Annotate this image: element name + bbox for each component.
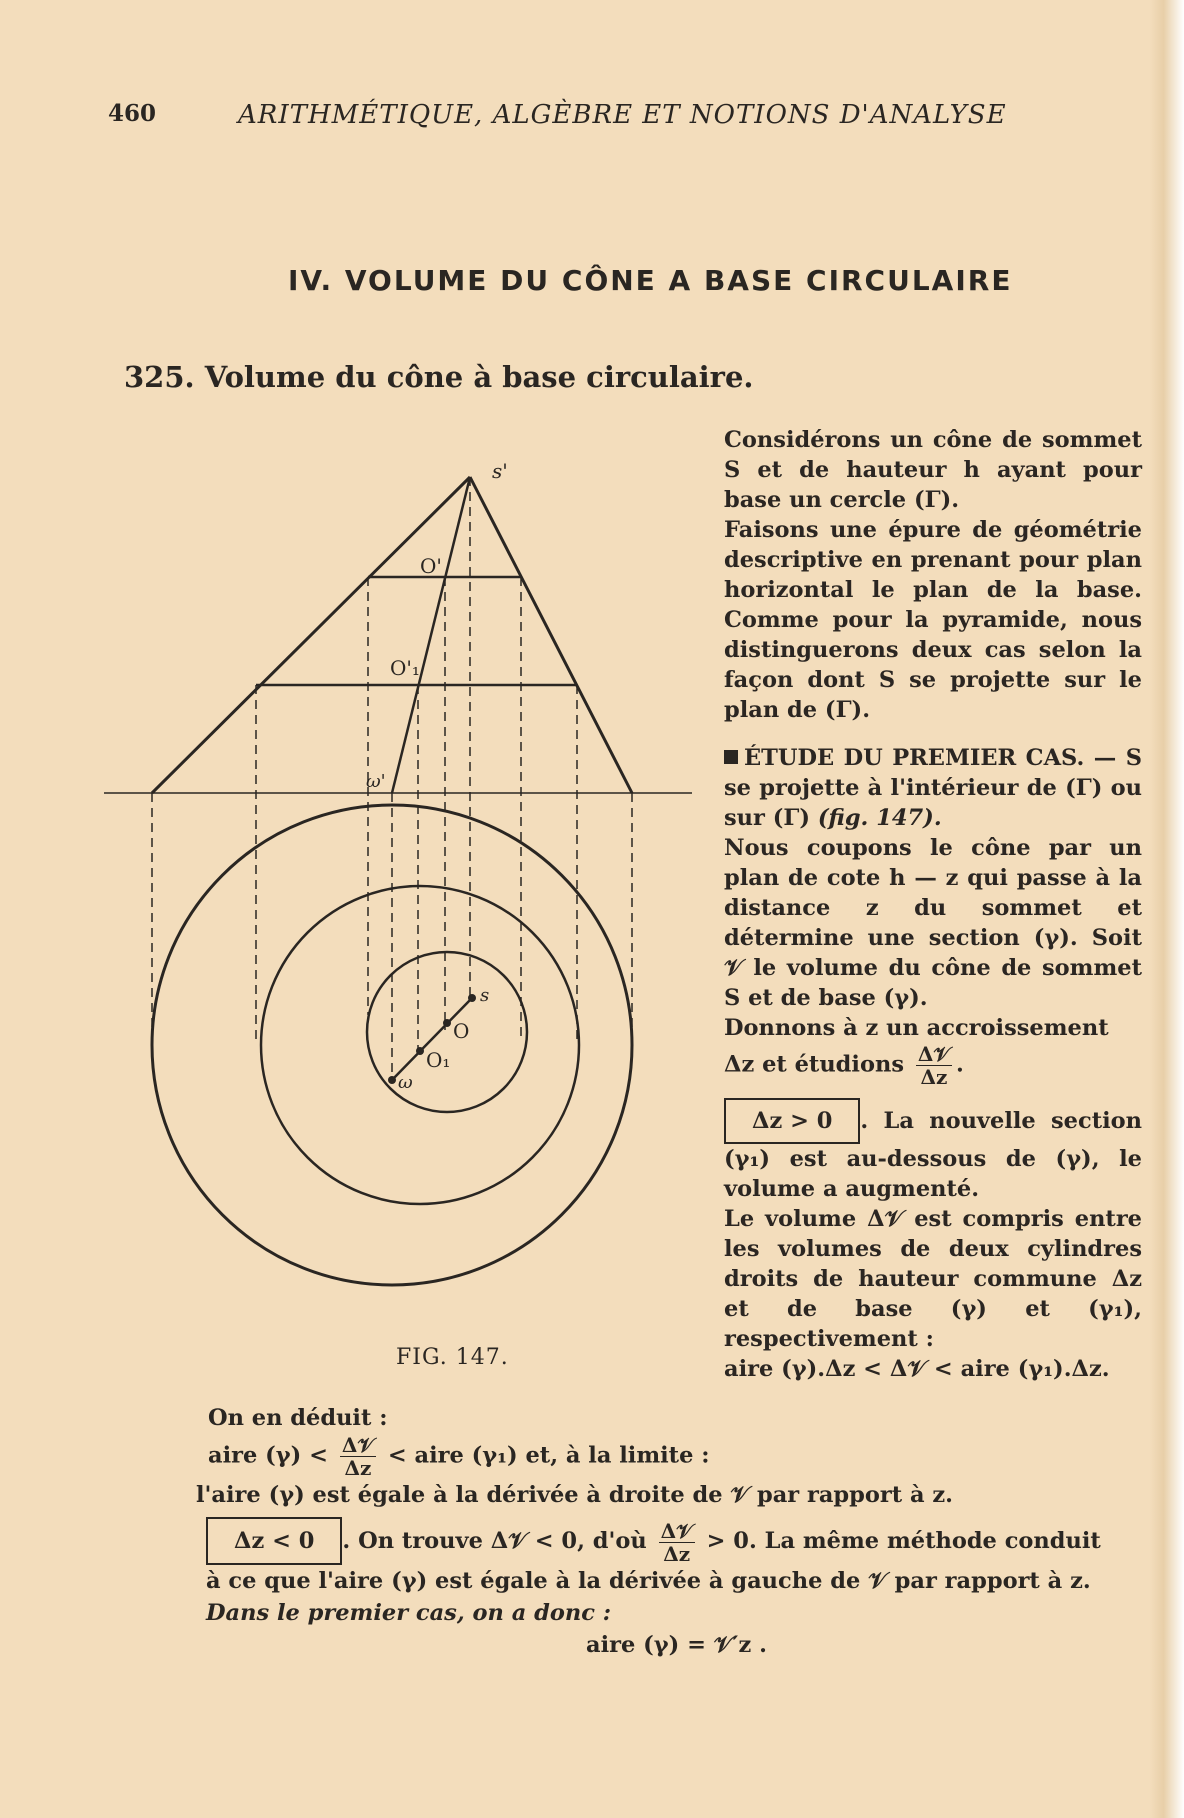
- label-s: s: [480, 985, 490, 1006]
- label-o-prime: O': [420, 554, 442, 578]
- section-circle-upper: [367, 952, 527, 1112]
- label-omega-prime: ω': [366, 771, 386, 792]
- paragraph-6: Le volume Δ𝒱 est compris entre les volumes de deux cylindres droits de hauteur commune Δz et de base (γ) et (γ₁), respectivement :: [724, 1206, 1142, 1352]
- figure-caption: FIG. 147.: [396, 1345, 509, 1370]
- paragraph-4b-text: Δz et étudions: [724, 1051, 904, 1078]
- bottom-line-2: aire (γ) < $\frac{\text{Δ𝒱}}{\Delta z}$ < aire (γ₁) et, à la limite :: [208, 1433, 710, 1480]
- axis-line: [392, 477, 470, 793]
- paragraph-5: [724, 1098, 1142, 1204]
- bottom-line-1: On en déduit :: [208, 1405, 388, 1431]
- case-title: ÉTUDE DU PREMIER CAS.: [744, 745, 1085, 771]
- label-o: O: [453, 1019, 470, 1043]
- bottom-text: [196, 1402, 1138, 1661]
- label-o1-prime: O'₁: [390, 656, 420, 680]
- figure-reference: (fig. 147).: [817, 805, 942, 831]
- point-o: [443, 1019, 451, 1027]
- point-o1: [416, 1047, 424, 1055]
- point-omega: [388, 1076, 396, 1084]
- case-dash: —: [1084, 745, 1117, 771]
- label-omega: ω: [398, 1072, 413, 1093]
- bottom-line-7: aire (γ) = 𝒱′z .: [586, 1632, 767, 1658]
- bottom-line-3: l'aire (γ) est égale à la dérivée à droite de 𝒱 par rapport à z.: [196, 1482, 953, 1508]
- bullet-icon: [724, 750, 738, 764]
- paragraph-2: Faisons une épure de géométrie descriptive en prenant pour plan horizontal le plan de la base. Comme pour la pyramide, nous distinguerons deux cas selon la façon dont S se projette sur le plan de (Γ).: [724, 517, 1142, 723]
- fraction-dv-dz: $\frac{\text{Δ𝒱}}{\Delta z}$: [917, 1042, 951, 1089]
- fraction-dv-dz-2: $\frac{\text{Δ𝒱}}{\Delta z}$: [341, 1433, 374, 1480]
- page-edge: [1150, 0, 1184, 1818]
- subsection-title: 325. Volume du cône à base circulaire.: [124, 360, 754, 394]
- case-heading: [724, 743, 1142, 833]
- bottom-line-4: Δz < 0 . On trouve Δ𝒱 < 0, d'où $\frac{\text{Δ𝒱}}{\Delta z}$ > 0. La même méthode conduit: [206, 1517, 1138, 1565]
- page-number: 460: [108, 100, 157, 127]
- point-s: [468, 994, 476, 1002]
- figure-147: [100, 455, 700, 1335]
- paragraph-5-text: . La nouvelle section (γ₁) est au-dessous de (γ), le volume a augmenté.: [724, 1108, 1142, 1202]
- bottom-line-6: Dans le premier cas, on a donc :: [206, 1600, 612, 1626]
- paragraph-7: aire (γ).Δz < Δ𝒱 < aire (γ₁).Δz.: [724, 1356, 1110, 1382]
- cone-right-edge: [470, 477, 632, 793]
- running-title: ARITHMÉTIQUE, ALGÈBRE ET NOTIONS D'ANALYSE: [238, 100, 1007, 130]
- label-o1: O₁: [426, 1048, 451, 1072]
- label-s-prime: s': [492, 459, 508, 483]
- cone-left-edge: [152, 477, 470, 793]
- section-title: IV. VOLUME DU CÔNE A BASE CIRCULAIRE: [288, 264, 1013, 297]
- right-column: [724, 425, 1142, 1384]
- bottom-line-5: à ce que l'aire (γ) est égale à la dérivée à gauche de 𝒱 par rapport à z.: [206, 1568, 1091, 1594]
- box-dz-negative: Δz < 0: [206, 1517, 342, 1565]
- box-dz-positive: Δz > 0: [724, 1098, 860, 1144]
- fraction-dv-dz-3: $\frac{\text{Δ𝒱}}{\Delta z}$: [660, 1518, 693, 1566]
- section-circle-lower: [261, 886, 579, 1204]
- paragraph-4: Donnons à z un accroissement Δz et étudions $\frac{\text{Δ𝒱}}{\Delta z}$ .: [724, 1015, 1109, 1089]
- paragraph-4-text: Donnons à z un accroissement: [724, 1015, 1109, 1041]
- paragraph-3: Nous coupons le cône par un plan de cote h — z qui passe à la distance z du sommet et détermine une section (γ). Soit 𝒱 le volume du cône de sommet S et de base (γ).: [724, 835, 1142, 1011]
- paragraph-1: Considérons un cône de sommet S et de hauteur h ayant pour base un cercle (Γ).: [724, 427, 1142, 513]
- case-text: S se projette à l'intérieur de (Γ) ou sur (Γ): [724, 745, 1142, 831]
